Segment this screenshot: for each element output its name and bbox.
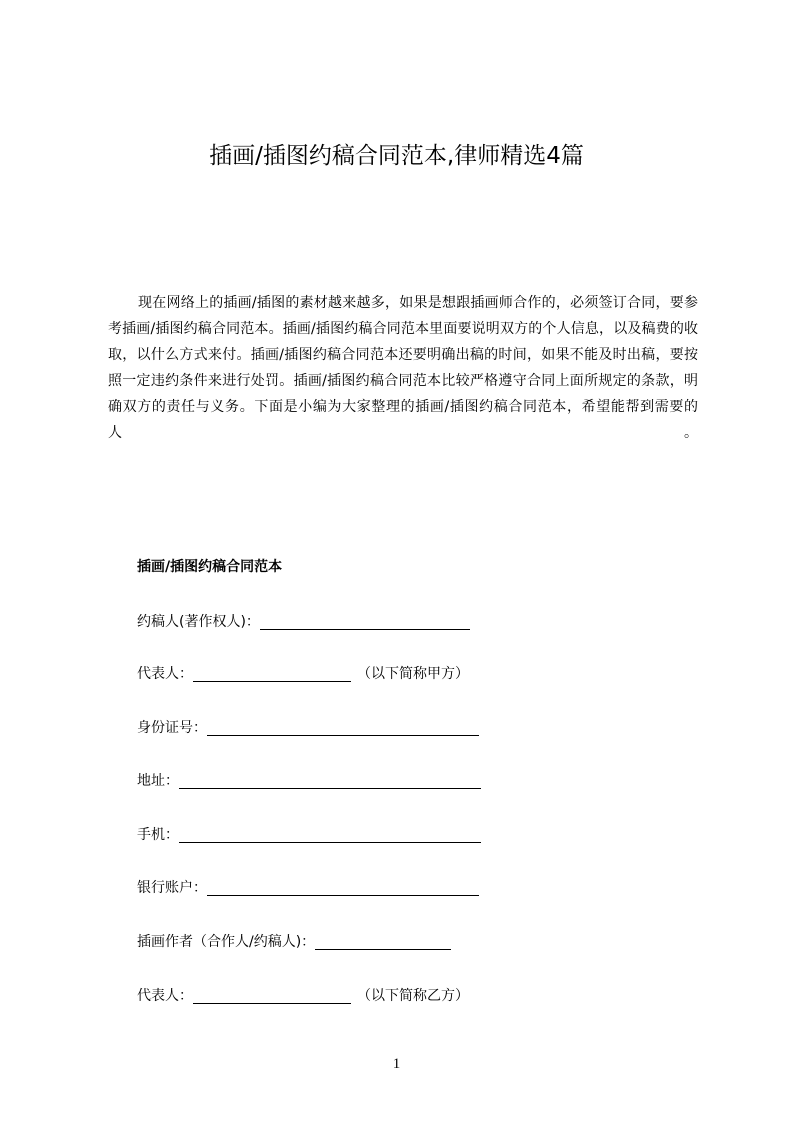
field-id-number <box>137 717 479 739</box>
field-label: 银行账户： <box>137 880 207 896</box>
intro-paragraph: 现在网络上的插画/插图的素材越来越多，如果是想跟插画师合作的，必须签订合同，要参考插画/插图约稿合同范本。插画/插图约稿合同范本里面要说明双方的个人信息，以及稿费的收取，以什么方式来付。插画/插图约稿合同范本还要明确出稿的时间，如果不能及时出稿，要按照一定违约条件来进行处罚。插画/插图约稿合同范本比较严格遵守合同上面所规定的条款，明确双方的责任与义务。下面是小编为大家整理的插画/插图约稿合同范本，希望能帮到需要的人。 <box>108 295 698 441</box>
fill-in-blank <box>179 772 481 789</box>
field-illustrator <box>137 931 451 953</box>
fill-in-blank <box>179 826 481 843</box>
field-representative-party-a <box>137 663 469 685</box>
field-label: 手机： <box>137 827 179 843</box>
form-heading: 插画/插图约稿合同范本 <box>137 559 283 575</box>
field-representative-party-b <box>137 985 469 1007</box>
fill-in-blank <box>193 665 351 682</box>
field-label: 代表人： <box>137 666 193 682</box>
document-title: 插画/插图约稿合同范本,律师精选4篇 <box>209 143 584 169</box>
field-label: 插画作者（合作人/约稿人)： <box>137 934 316 950</box>
field-label: 约稿人(著作权人)： <box>137 614 260 630</box>
field-mobile <box>137 824 481 846</box>
field-label: 代表人： <box>137 988 193 1004</box>
field-commissioner <box>137 611 470 633</box>
field-suffix: （以下简称甲方） <box>357 666 469 682</box>
field-suffix: （以下简称乙方） <box>357 988 469 1004</box>
fill-in-blank <box>315 933 451 950</box>
field-label: 地址： <box>137 773 179 789</box>
field-address <box>137 770 481 792</box>
fill-in-blank <box>260 613 470 630</box>
field-label: 身份证号： <box>137 720 207 736</box>
page-number: 1 <box>392 1056 401 1072</box>
fill-in-blank <box>193 987 351 1004</box>
fill-in-blank <box>207 879 479 896</box>
field-bank-account <box>137 877 479 899</box>
fill-in-blank <box>207 719 479 736</box>
